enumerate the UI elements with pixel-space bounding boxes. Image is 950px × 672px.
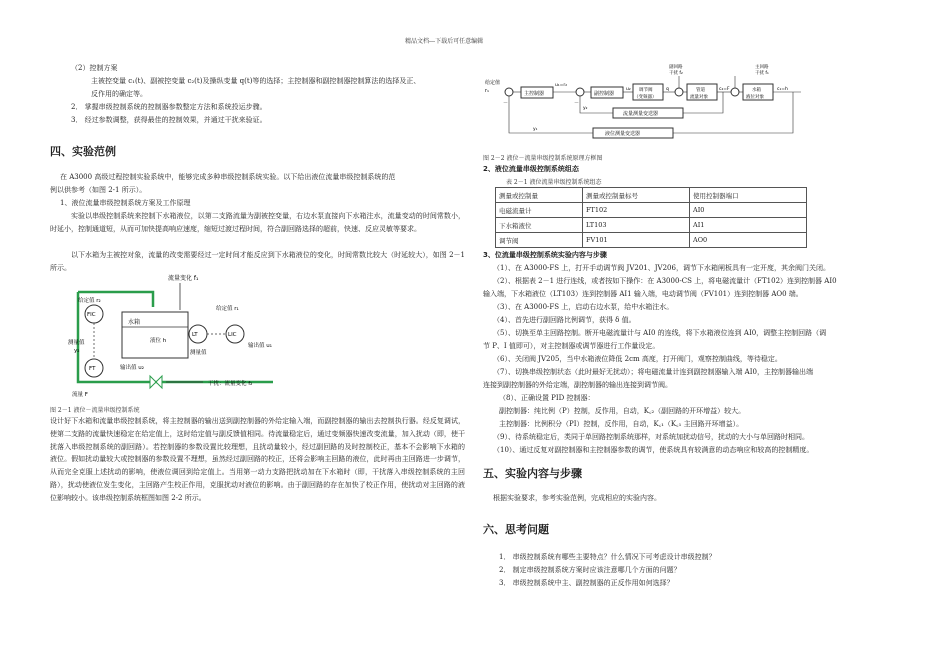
figure-level-flow-loop <box>58 272 323 402</box>
sub-disturb-label: 干扰 f₂ <box>669 71 683 76</box>
list-item: 2． 掌握串级控制系统的控制器参数整定方法和系统投运步骤。 <box>71 103 267 111</box>
main-disturb-label: 主回路 <box>755 65 769 70</box>
tank-label: 液位对象 <box>746 95 764 100</box>
summing-junction <box>731 88 739 96</box>
table-cell: LT103 <box>583 218 690 233</box>
control-valve <box>150 376 162 388</box>
tank-label: 水箱 <box>752 88 761 93</box>
summing-junction <box>505 88 513 96</box>
table-cell: FT102 <box>583 203 690 218</box>
table-cell: AI0 <box>690 203 807 218</box>
subheading: 2、液位流量串级控制系统组态 <box>483 165 579 173</box>
step-text: （8）、正确设置 PID 控制器： <box>499 394 595 402</box>
y2-label: y₂ <box>583 106 588 111</box>
setpoint-label: 给定值 <box>485 80 501 86</box>
step-text: 主控制器：比例积分（PI）控制，反作用，自动，K꜀₁（K꜀₁ 主回路开环增益）。 <box>499 420 744 428</box>
figure-block-diagram <box>483 62 813 144</box>
plan-title: （2）控制方案 <box>71 64 118 72</box>
intro-line: 例以供参考（如图 2-1 所示）。 <box>50 186 147 194</box>
table-cell: 使用控制器端口 <box>690 188 807 203</box>
fic-label: FIC <box>87 312 96 318</box>
main-disturb-label: 干扰 f₁ <box>755 71 769 76</box>
sub-ctrl-label: 副控制器 <box>594 91 615 97</box>
subheading: 3、位流量串级控制系统实验内容与步骤 <box>483 251 607 259</box>
table-caption: 表 2－1 液位流量串级控制系统组态 <box>506 179 602 186</box>
measure-y2: 测量值 <box>68 340 85 346</box>
paragraph: 实验以串级控制系统来控制下水箱液位，以第二支路流量为副被控变量，右边水泵直接向下水箱注水，流量变动的时间常数小，时延小，控制通道短，从而可加快提高响应速度，缩短过渡过程时间，符合副回路选择的超前，快速、反应灵敏等要求。 <box>50 212 465 233</box>
step-text: 副控制器：纯比例（P）控制，反作用，自动，K꜀₂（副回路的开环增益）较大。 <box>499 407 746 415</box>
step-text: （5）、切换至单主回路控制。断开电磁流量计与 AI0 的连线，将下水箱液位连到 AI0，调整主控制回路（调 <box>493 329 827 337</box>
u2-label: u₂ <box>626 87 631 92</box>
table-row <box>496 233 807 248</box>
section-heading: 五、实验内容与步骤 <box>483 467 582 480</box>
paragraph: 根据实验要求，参考实验范例，完成相应的实验内容。 <box>493 494 661 502</box>
level-tx-label: 液位测量变送器 <box>605 131 641 137</box>
c2f-label: c₂=F <box>719 87 730 92</box>
config-table <box>495 187 807 248</box>
table-cell: 调节阀 <box>496 233 583 248</box>
step-text: （3）、在 A3000-FS 上，启动右边水泵，给中水箱注水。 <box>493 303 674 311</box>
summing-junction <box>576 88 584 96</box>
step-text: （7）、切换串级控制状态（此时最好无扰动）；将电磁流量计连到副控制器输入端 AI0，主控制器输出端 <box>493 368 813 376</box>
main-ctrl-label: 主控制器 <box>524 91 545 97</box>
table-cell: 测量或控制量标号 <box>583 188 690 203</box>
sub-disturb-label: 副回路 <box>669 65 683 70</box>
plan-line: 反作用的确定等。 <box>91 90 147 98</box>
step-text: 连接到副控制器的外给定端，副控制器的输出连接到调节阀。 <box>483 381 672 389</box>
valve-label: （变频器） <box>634 95 657 100</box>
step-text: （6）、关闭阀 JV205，当中水箱液位降低 2cm 高度，打开阀门，观察控制曲线，等待稳定。 <box>493 355 782 363</box>
list-item: 3． 经过参数调整，获得最佳的控制效果，并通过干扰来验证。 <box>71 116 267 124</box>
section-heading: 四、实验范例 <box>50 145 116 158</box>
output-u1: 输出值 u₁ <box>248 343 272 349</box>
step-text: 节 P、I 值即可），对主控制器或调节器进行工作量设定。 <box>483 342 660 350</box>
table-cell: AO0 <box>690 233 807 248</box>
intro-line: 在 A3000 高级过程控制实验系统中，能够完成多种串级控制系统实验。以下给出液位流量串级控制系统的范 <box>60 173 396 181</box>
question-item: 3． 串级控制系统中主、副控制器的正反作用如何选择？ <box>499 579 674 587</box>
step-text: （10）、通过反复对副控制器和主控制器参数的调节，使系统具有较满意的动态响应和较高的控制精度。 <box>493 446 814 454</box>
y1-label: y₁ <box>533 127 538 132</box>
c1h-label: c₁=h <box>777 87 788 92</box>
pipe-label: 管道 <box>696 88 705 93</box>
flow-f-label: 流量 F <box>72 392 88 398</box>
r1-label: r₁ <box>485 88 490 94</box>
lic-label: LIC <box>228 332 237 338</box>
question-item: 1． 串级控制系统有哪些主要特点？什么情况下可考虑设计串级控制？ <box>499 553 716 561</box>
measure-label: 测量值 <box>190 350 207 356</box>
paragraph: 以下水箱为主被控对象，流量的改变需要经过一定时间才能反应到下水箱液位的变化，时间常数比较大（时延较大），如图 2－1 所示。 <box>50 251 465 272</box>
ft-label: FT <box>89 366 96 372</box>
valve-label: 调节阀 <box>639 88 653 93</box>
question-item: 2． 制定串级控制系统方案时应该注意哪几个方面的问题？ <box>499 566 681 574</box>
table-cell: 下水箱液位 <box>496 218 583 233</box>
table-cell: AI1 <box>690 218 807 233</box>
flow-tx-label: 流量测量变送器 <box>623 111 659 117</box>
q-label: q <box>666 87 669 92</box>
minus-sign: － <box>503 100 509 106</box>
feedback-line <box>509 96 593 133</box>
pipe-label: 流量对象 <box>690 95 708 100</box>
figure-caption: 图 2－1 液位－流量串级控制系统 <box>50 407 140 414</box>
table-cell: 电磁流量计 <box>496 203 583 218</box>
table-cell: FV101 <box>583 233 690 248</box>
step-text: 输入端，下水箱液位（LT103）连到控制器 AI1 输入端，电动调节阀（FV101）连到控制器 AO0 端。 <box>483 290 803 298</box>
lt-label: LT <box>192 332 198 338</box>
disturb-label: 干扰：流量变化 f₂ <box>208 381 253 387</box>
subheading: 1、液位流量串级控制系统方案及工作原理 <box>60 199 191 207</box>
tank-label: 水箱 <box>128 319 141 326</box>
figure-caption: 图 2－2 液位－流量串级控制系统原理方框图 <box>483 155 603 162</box>
step-text: （1）、在 A3000-FS 上，打开手动调节阀 JV201、JV206，调节下水箱闸板具有一定开度，其余阀门关闭。 <box>493 264 830 272</box>
table-row <box>496 218 807 233</box>
step-text: （4）、首先进行副回路比例调节，获得 δ 值。 <box>493 316 636 324</box>
y2-label: y₂ <box>74 348 80 354</box>
minus-sign: － <box>574 100 580 106</box>
summing-junction <box>675 88 683 96</box>
page-header: 精品文档---下载后可任意编辑 <box>405 38 484 45</box>
step-text: （2）、根据表 2－1 进行连线，或者按如下操作：在 A3000-CS 上，将电磁流量计（FT102）连到控制器 AI0 <box>493 277 837 285</box>
table-row <box>496 203 807 218</box>
flow-change-label: 流量变化 f₁ <box>168 275 199 282</box>
setpoint-r2: 给定值 r₂ <box>78 298 101 304</box>
paragraph: 设计好下水箱和流量串级控制系统，将主控制器的输出送到副控制器的外给定输入端，而副控制器的输出去控制执行器。经反复调试，使第二支路的流量快速稳定在给定值上，这时给定值与副反馈值相同。待流量稳定后，通过变频器快速改变流量，加入扰动（即，使干扰落入串级控制系统的副回路）。若控制器的参数设置比较理想，且扰动量较小，经过副回路的及时控制校正，基本不会影响下水箱的液位。假如扰动量较大或控制器的参数设置不理想，虽然经过副回路的校正，还将会影响主回路的液位，此时再由主回路进一步调节，从而完全克服上述扰动的影响，使液位调回到给定值上。当用第一动力支路把扰动加在下水箱时（即，干扰落入串级控制系统的主回路），扰动使液位发生变化，主回路产生校正作用，克服扰动对液位的影响。由于副回路的存在加快了校正作用，使扰动对主回路的液位影响较小。该串级控制系统框图如图 2-2 所示。 <box>50 417 465 502</box>
plan-line: 主被控变量 c₁(t)、副被控变量 c₂(t)及操纵变量 q(t)等的选择；主控制器和副控制器控制算法的选择及正、 <box>91 77 421 85</box>
step-text: （9）、待系统稳定后，类同于单回路控制系统那样，对系统加扰动信号，扰动的大小与单回路时相同。 <box>493 433 809 441</box>
table-cell: 测量或控制量 <box>496 188 583 203</box>
u1r2-label: u₁=r₂ <box>555 83 568 88</box>
output-u2: 输出值 u₂ <box>120 365 144 371</box>
setpoint-r1: 给定值 r₁ <box>216 306 239 312</box>
table-row <box>496 188 807 203</box>
level-label: 液位 h <box>150 338 167 344</box>
section-heading: 六、思考问题 <box>483 523 549 536</box>
